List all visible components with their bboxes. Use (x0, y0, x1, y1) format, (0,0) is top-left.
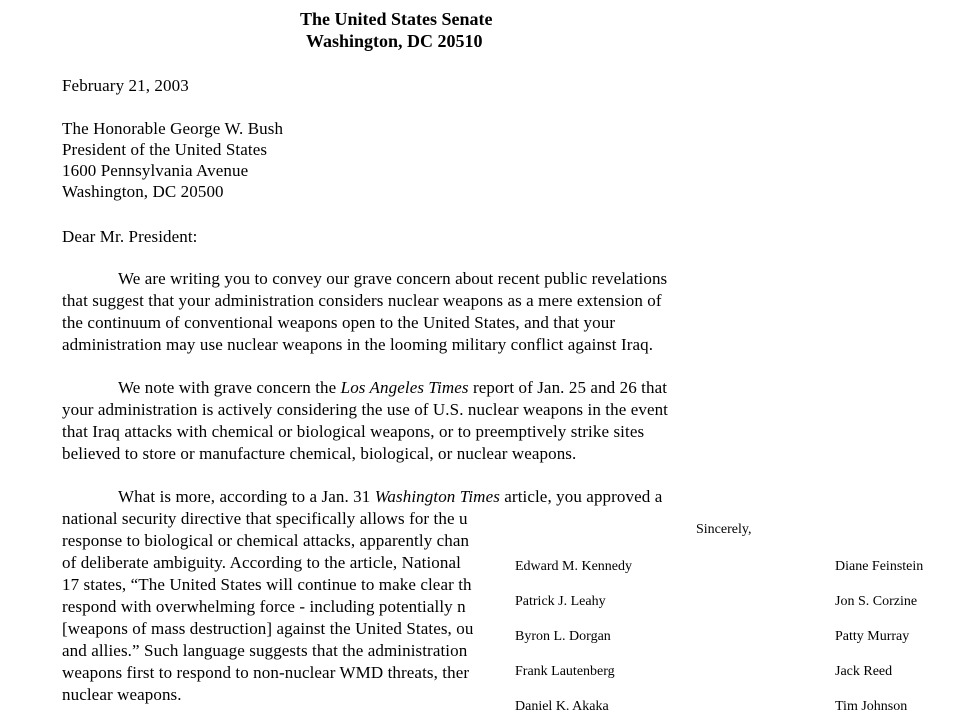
text-run: We note with grave concern the (118, 378, 341, 397)
paragraph-line: response to biological or chemical attacks, apparently chan (62, 531, 470, 550)
signatory-name: Byron L. Dorgan (515, 629, 611, 644)
address-line: The Honorable George W. Bush (62, 119, 284, 138)
paragraph-line: nuclear weapons. (62, 685, 182, 704)
signatory-name: Frank Lautenberg (515, 664, 615, 679)
signatory-name: Daniel K. Akaka (515, 699, 609, 714)
publication-name: Los Angeles Times (340, 378, 469, 397)
text-run: What is more, according to a Jan. 31 (118, 487, 375, 506)
publication-name: Washington Times (374, 487, 500, 506)
signatory-name: Jon S. Corzine (835, 594, 918, 609)
paragraph-line: 17 states, “The United States will continue to make clear th (62, 575, 472, 594)
letterhead-address: Washington, DC 20510 (306, 31, 483, 51)
signatory-name: Jack Reed (835, 664, 893, 679)
paragraph-line: that suggest that your administration considers nuclear weapons as a mere extension of (62, 291, 662, 310)
text-run: article, you approved a (499, 487, 663, 506)
address-line: 1600 Pennsylvania Avenue (62, 161, 249, 180)
paragraph-line: We are writing you to convey our grave concern about recent public revelations (118, 269, 668, 288)
signatory-name: Diane Feinstein (835, 559, 924, 574)
paragraph-line: [weapons of mass destruction] against the United States, ou (62, 619, 474, 638)
salutation: Dear Mr. President: (62, 227, 198, 246)
signatory-name: Edward M. Kennedy (515, 559, 633, 574)
paragraph-line: the continuum of conventional weapons open to the United States, and that your (62, 313, 616, 332)
address-line: President of the United States (62, 140, 268, 159)
signatory-name: Tim Johnson (835, 699, 908, 714)
text-run: report of Jan. 25 and 26 that (468, 378, 668, 397)
paragraph-line: your administration is actively considering the use of U.S. nuclear weapons in the event (62, 400, 669, 419)
paragraph-line: that Iraq attacks with chemical or biological weapons, or to preemptively strike sites (62, 422, 645, 441)
letterhead-title: The United States Senate (300, 9, 493, 29)
signatory-name: Patrick J. Leahy (515, 594, 606, 609)
signature-block (503, 515, 960, 720)
paragraph-line: believed to store or manufacture chemical, biological, or nuclear weapons. (62, 444, 577, 463)
paragraph-line: of deliberate ambiguity. According to the article, National (62, 553, 461, 572)
paragraph-line: respond with overwhelming force - including potentially n (62, 597, 466, 616)
address-line: Washington, DC 20500 (62, 182, 224, 201)
signatory-name: Patty Murray (835, 629, 910, 644)
paragraph-line (118, 486, 662, 507)
paragraph-line: weapons first to respond to non-nuclear WMD threats, ther (62, 663, 470, 682)
paragraph-line (118, 377, 667, 398)
closing: Sincerely, (696, 522, 752, 537)
paragraph-line: administration may use nuclear weapons in the looming military conflict against Iraq. (62, 335, 654, 354)
paragraph-line: and allies.” Such language suggests that the administration (62, 641, 468, 660)
letter-date: February 21, 2003 (62, 76, 189, 95)
paragraph-line: national security directive that specifically allows for the u (62, 509, 468, 528)
